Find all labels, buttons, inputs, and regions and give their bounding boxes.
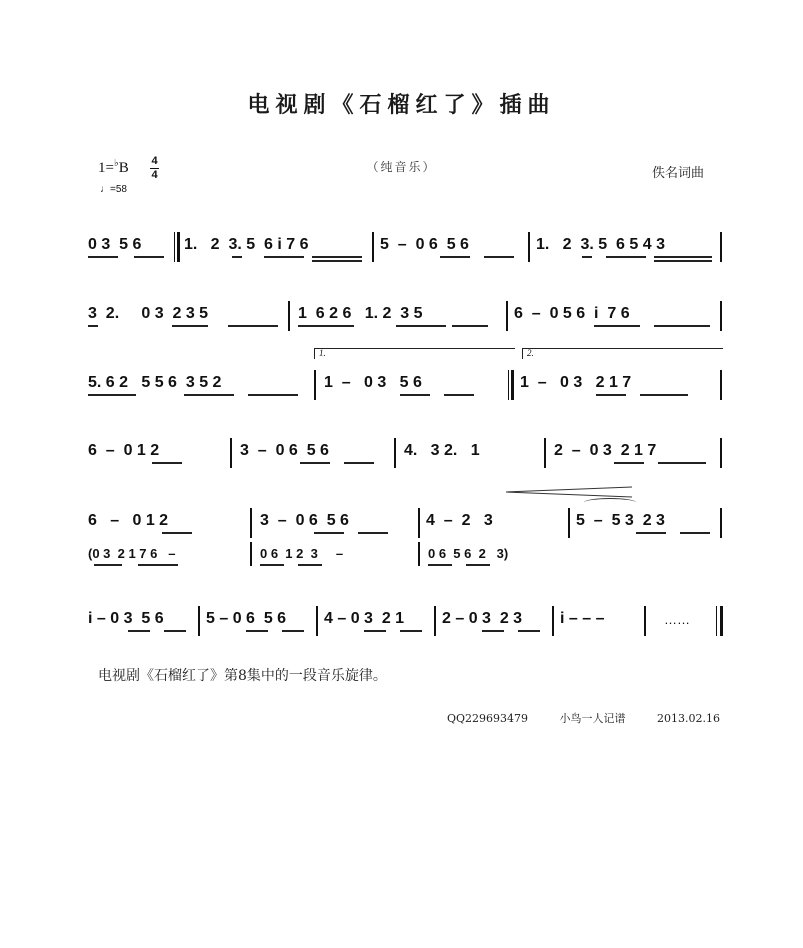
barline [544, 438, 546, 468]
measure: 3 – 0 6 5 6 [240, 442, 329, 459]
barline [230, 438, 232, 468]
flat-icon: ♭ [113, 158, 119, 169]
underline [654, 325, 710, 327]
underline [88, 394, 136, 396]
underline [298, 564, 322, 566]
key-note: B [118, 160, 129, 176]
underline [484, 256, 514, 258]
measure: 2 – 0 3 2 1 7 [554, 442, 657, 459]
barline [316, 606, 318, 636]
underline [396, 325, 446, 327]
repeat-end-barline [508, 370, 514, 400]
underline [358, 532, 388, 534]
underline [440, 256, 470, 258]
measure: (0 3 2 1 7 6 – [88, 546, 176, 561]
final-barline [716, 606, 723, 636]
underline [680, 532, 710, 534]
underline [248, 394, 298, 396]
barline [288, 301, 290, 331]
barline [418, 508, 420, 538]
underline [636, 532, 666, 534]
score-title: 电视剧《石榴红了》插曲 [247, 92, 556, 118]
volta-bracket-1: 1. [314, 348, 515, 359]
barline [720, 370, 722, 400]
underline [172, 325, 208, 327]
time-sig-bottom: 4 [151, 169, 158, 181]
underline [228, 325, 278, 327]
underline [364, 630, 386, 632]
measure: 4 – 0 3 2 1 [324, 610, 405, 627]
barline [434, 606, 436, 636]
underline [466, 564, 490, 566]
underline [152, 462, 182, 464]
underline [640, 394, 688, 396]
barline [418, 542, 420, 566]
underline [518, 630, 540, 632]
time-sig-top: 4 [151, 155, 158, 167]
underline [264, 256, 304, 258]
score-line-1 [88, 236, 728, 268]
measure: 2 – 0 3 2 3 [442, 610, 523, 627]
underline [654, 256, 712, 258]
underline [428, 564, 452, 566]
underline [134, 256, 164, 258]
underline [184, 394, 234, 396]
author-credit: 佚名词曲 [652, 166, 705, 181]
underline [298, 325, 354, 327]
barline [314, 370, 316, 400]
underline [444, 394, 474, 396]
barline [644, 606, 646, 636]
measure: 3 2. 0 3 2 3 5 [88, 305, 209, 322]
underline [594, 325, 640, 327]
underline [300, 462, 330, 464]
measure: 1 – 0 3 5 6 [324, 374, 422, 391]
measure: 4 – 2 3 [426, 512, 493, 529]
measure: 1. 2 3. 5 6 5 4 3 [536, 236, 665, 253]
volta-bracket-2: 2. [522, 348, 723, 359]
underline [606, 256, 646, 258]
score-line-3 [88, 374, 728, 406]
score-line-2 [88, 305, 728, 337]
barline [528, 232, 530, 262]
footer [0, 710, 720, 726]
underline [128, 630, 150, 632]
measure: 5 – 0 6 5 6 [380, 236, 469, 253]
underline [232, 256, 242, 258]
ellipsis: …… [664, 612, 690, 627]
measure: 0 6 5 6 2 3) [428, 546, 509, 561]
barline [250, 508, 252, 538]
underline [658, 462, 706, 464]
underline [400, 630, 422, 632]
tempo-marking: ♩=58 [100, 184, 127, 195]
underline [246, 630, 268, 632]
score-line-5 [88, 512, 728, 544]
measure: 6 – 0 5 6 i 7 6 [514, 305, 630, 322]
barline [250, 542, 252, 566]
measure: 5 – 0 6 5 6 [206, 610, 287, 627]
underline [400, 394, 430, 396]
underline [452, 325, 488, 327]
barline [568, 508, 570, 538]
barline [552, 606, 554, 636]
underline [94, 564, 122, 566]
underline [596, 394, 626, 396]
underline [260, 564, 284, 566]
score-line-6 [88, 610, 728, 642]
description-note: 电视剧《石榴红了》第8集中的一段音乐旋律。 [98, 668, 387, 684]
underline [654, 260, 712, 262]
qq-contact: QQ229693479 [446, 712, 529, 725]
underline [162, 532, 192, 534]
barline [720, 438, 722, 468]
score-line-5-accompaniment [88, 546, 728, 578]
underline [138, 564, 178, 566]
transcriber: 小鸟一人记谱 [559, 712, 626, 725]
measure: 5 – 5 3 2 3 [576, 512, 665, 529]
measure: 0 3 5 6 [88, 236, 142, 253]
underline [88, 325, 98, 327]
underline [88, 256, 118, 258]
underline [312, 260, 362, 262]
slur [584, 498, 636, 507]
measure: 3 – 0 6 5 6 [260, 512, 349, 529]
underline [614, 462, 644, 464]
measure: i – 0 3 5 6 [88, 610, 164, 627]
measure: i – – – [560, 610, 605, 627]
measure: 5. 6 2 5 5 6 3 5 2 [88, 374, 222, 391]
decrescendo-hairpin [506, 486, 636, 498]
barline [720, 301, 722, 331]
underline [314, 532, 344, 534]
barline [720, 232, 722, 262]
key-label: 1= [98, 160, 114, 176]
measure: 1 6 2 6 1. 2 3 5 [298, 305, 423, 322]
underline [344, 462, 374, 464]
underline [482, 630, 504, 632]
measure: 1. 2 3. 5 6 i 7 6 [184, 236, 309, 253]
measure: 1 – 0 3 2 1 7 [520, 374, 632, 391]
barline [720, 508, 722, 538]
underline [312, 256, 362, 258]
score-line-4 [88, 442, 728, 474]
barline [372, 232, 374, 262]
barline [394, 438, 396, 468]
repeat-start-barline [174, 232, 180, 262]
underline [582, 256, 592, 258]
measure: 6 – 0 1 2 [88, 442, 160, 459]
measure: 6 – 0 1 2 [88, 512, 169, 529]
barline [198, 606, 200, 636]
subtitle: （纯音乐） [366, 160, 437, 174]
measure: 4. 3 2. 1 [404, 442, 480, 459]
measure: 0 6 1 2 3 – [260, 546, 344, 561]
date: 2013.02.16 [657, 712, 720, 725]
underline [282, 630, 304, 632]
barline [506, 301, 508, 331]
underline [164, 630, 186, 632]
